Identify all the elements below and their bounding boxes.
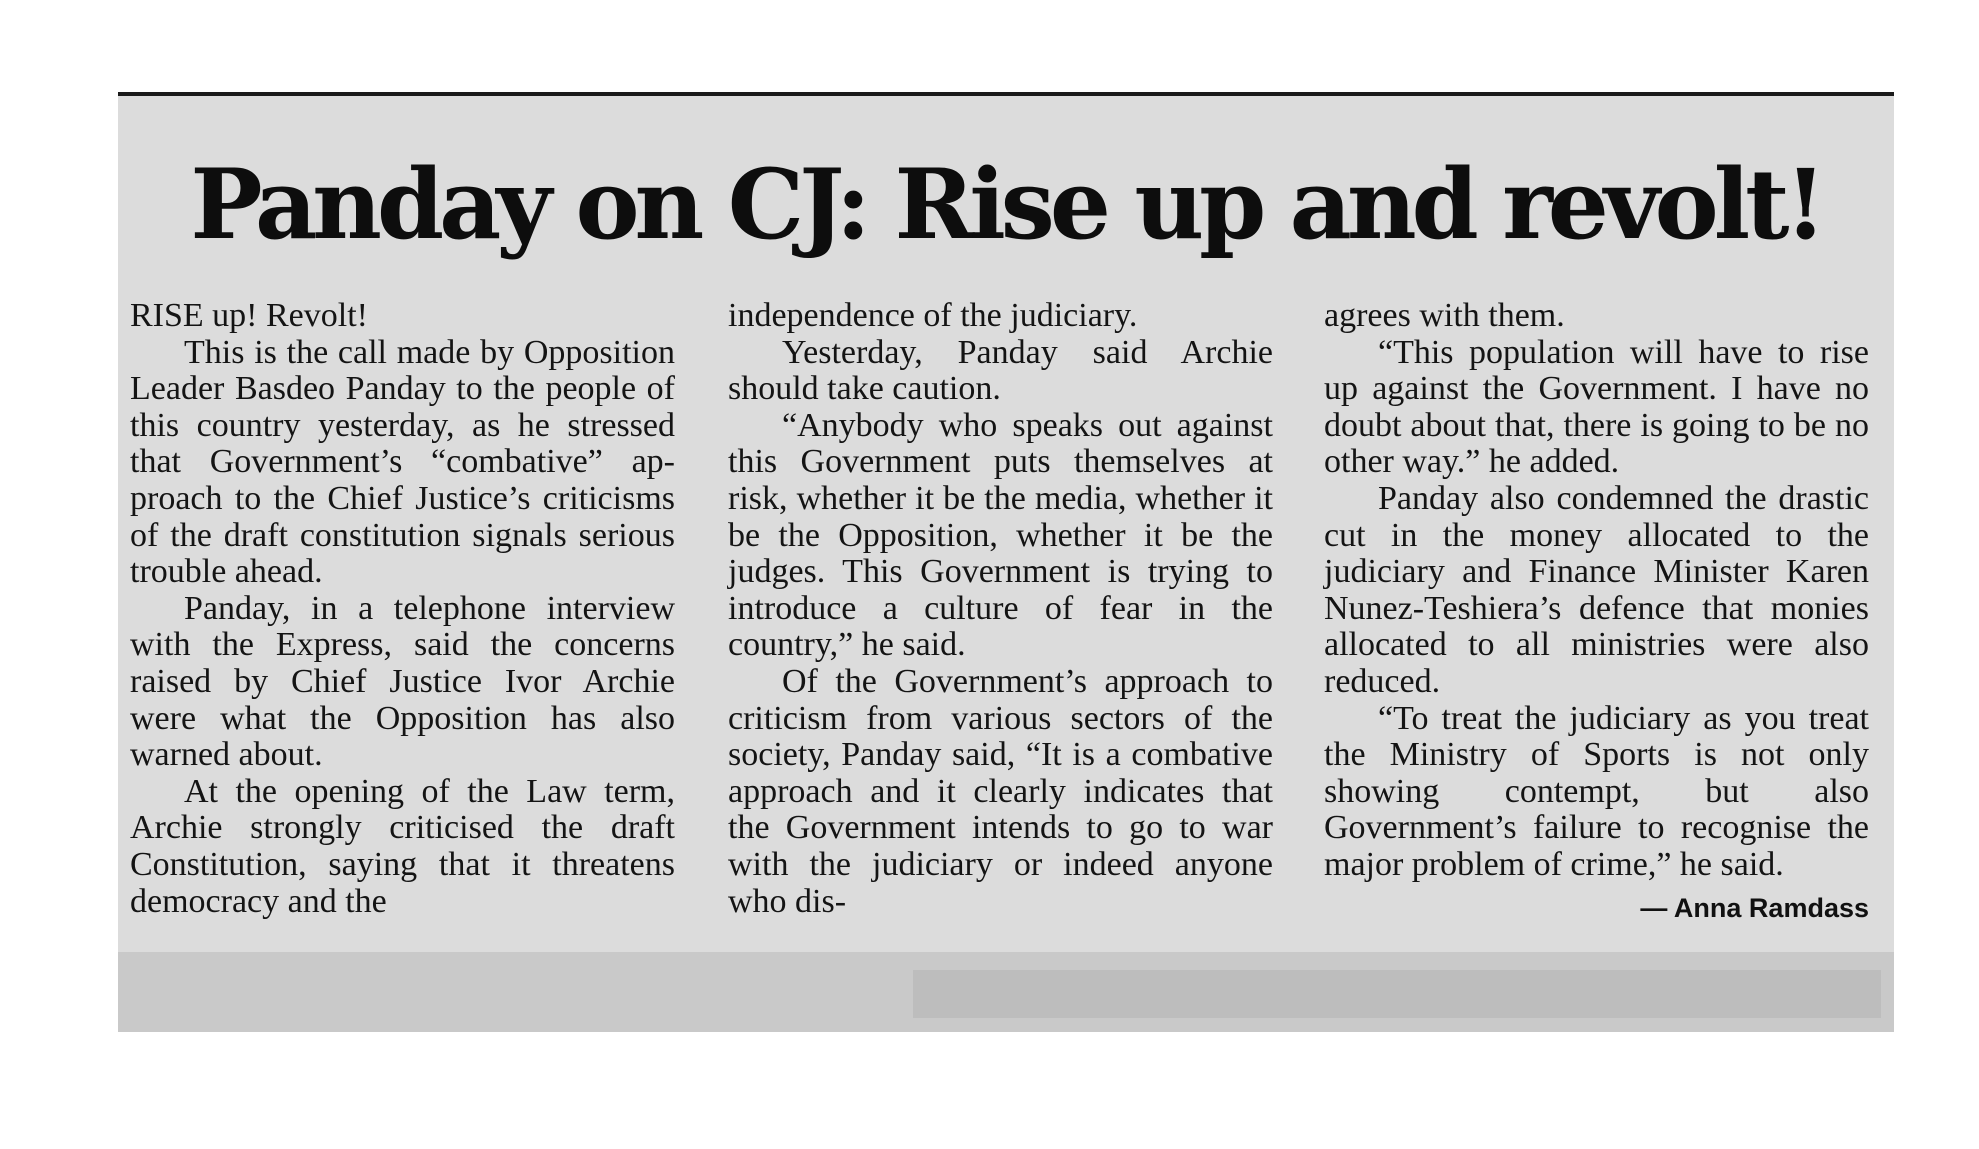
paragraph: agrees with them. [1324,297,1565,334]
paragraph: RISE up! Revolt! [130,297,368,334]
paragraph: “This population will have to rise up against the Government. I have no doubt about that, there is going to be no other way.” he added. [1324,333,1869,481]
byline: — Anna Ramdass [1640,892,1869,923]
headline: Panday on CJ: Rise up and revolt! [190,148,1822,261]
article-column-3 [1324,298,1869,928]
newspaper-clipping [118,92,1894,1032]
paragraph: independence of the judiciary. [728,297,1138,334]
article-column-2 [728,298,1273,920]
article-column-1 [130,298,675,920]
paragraph: “To treat the judiciary as you treat the Ministry of Sports is not only showing contempt, but also Government’s failure to recognise the major problem of crime,” he said. [1324,699,1869,883]
redaction-bar [913,970,1881,1018]
top-rule [118,92,1894,96]
paragraph: Of the Government’s approach to criticism from various sectors of the society, Panday said, “It is a combative approach and it clearly indicates that the Government intends to go to war with the judiciary or indeed anyone who dis- [728,662,1273,920]
paragraph: This is the call made by Opposition Leader Basdeo Panday to the people of this country yesterday, as he stressed that Government’s “combative” approach to the Chief Justice’s criticisms of the draft constitution signals serious trouble ahead. [130,333,675,591]
paragraph: Yesterday, Panday said Archie should take caution. [728,333,1273,408]
paragraph: Panday also condemned the drastic cut in the money allocated to the judiciary and Finance Minister Karen Nunez-Teshiera’s defence that monies allocated to all ministries were also reduced. [1324,479,1869,700]
paragraph: Panday, in a telephone interview with the Express, said the concerns raised by Chief Justice Ivor Archie were what the Opposition has also warned about. [130,589,675,774]
paragraph: At the opening of the Law term, Archie strongly criticised the draft Constitution, saying that it threatens democracy and the [130,772,675,920]
paragraph: “Anybody who speaks out against this Government puts themselves at risk, whether it be the media, whether it be the Opposition, whether it be the judges. This Government is trying to introduce a culture of fear in the country,” he said. [728,406,1273,664]
